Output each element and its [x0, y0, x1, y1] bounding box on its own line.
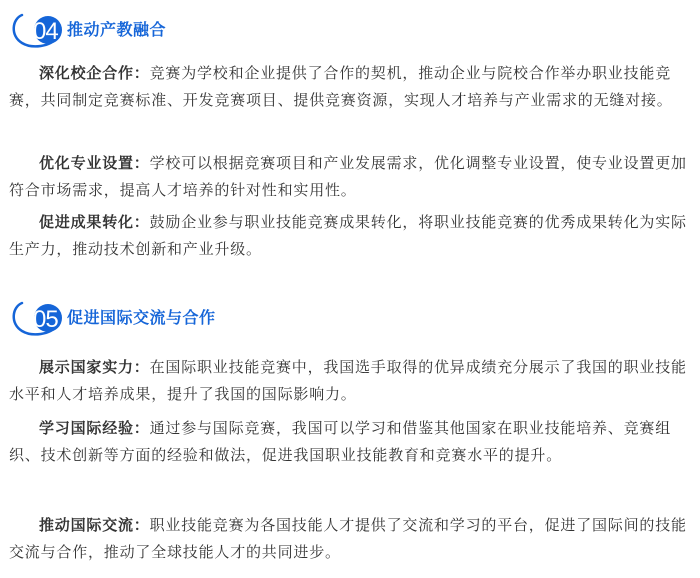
item-lead: 深化校企合作： [39, 64, 150, 82]
paragraph-item [9, 150, 691, 204]
section-title: 推动产教融合 [67, 20, 167, 39]
item-lead: 学习国际经验： [39, 419, 150, 437]
item-lead: 展示国家实力： [39, 358, 150, 376]
item-text: 学校可以根据竞赛项目和产业发展需求，优化调整专业设置，使专业设置更加符合市场需求，提高人才培养的针对性和实用性。 [9, 154, 687, 199]
section-header [0, 298, 700, 338]
paragraph-item [9, 354, 691, 408]
number-badge-icon [6, 10, 64, 50]
section-number: 04 [33, 18, 58, 45]
section-number: 05 [33, 306, 58, 333]
section-title: 促进国际交流与合作 [67, 308, 216, 327]
item-text: 职业技能竞赛为各国技能人才提供了交流和学习的平台，促进了国际间的技能交流与合作，推动了全球技能人才的共同进步。 [9, 516, 687, 561]
item-text: 竞赛为学校和企业提供了合作的契机，推动企业与院校合作举办职业技能竞赛，共同制定竞赛标准、开发竞赛项目、提供竞赛资源，实现人才培养与产业需求的无缝对接。 [9, 64, 673, 109]
section-header [0, 10, 700, 50]
item-text: 鼓励企业参与职业技能竞赛成果转化，将职业技能竞赛的优秀成果转化为实际生产力，推动技术创新和产业升级。 [9, 213, 687, 258]
paragraph-item [9, 209, 691, 263]
paragraph-item [9, 512, 691, 566]
item-text: 在国际职业技能竞赛中，我国选手取得的优异成绩充分展示了我国的职业技能水平和人才培养成果，提升了我国的国际影响力。 [9, 358, 687, 403]
item-text: 通过参与国际竞赛，我国可以学习和借鉴其他国家在职业技能培养、竞赛组织、技术创新等方面的经验和做法，促进我国职业技能教育和竞赛水平的提升。 [9, 419, 672, 464]
number-badge-icon [6, 298, 64, 338]
item-lead: 促进成果转化： [39, 213, 150, 231]
paragraph-item [9, 60, 691, 114]
item-lead: 优化专业设置： [39, 154, 150, 172]
item-lead: 推动国际交流： [39, 516, 150, 534]
paragraph-item [9, 415, 691, 469]
